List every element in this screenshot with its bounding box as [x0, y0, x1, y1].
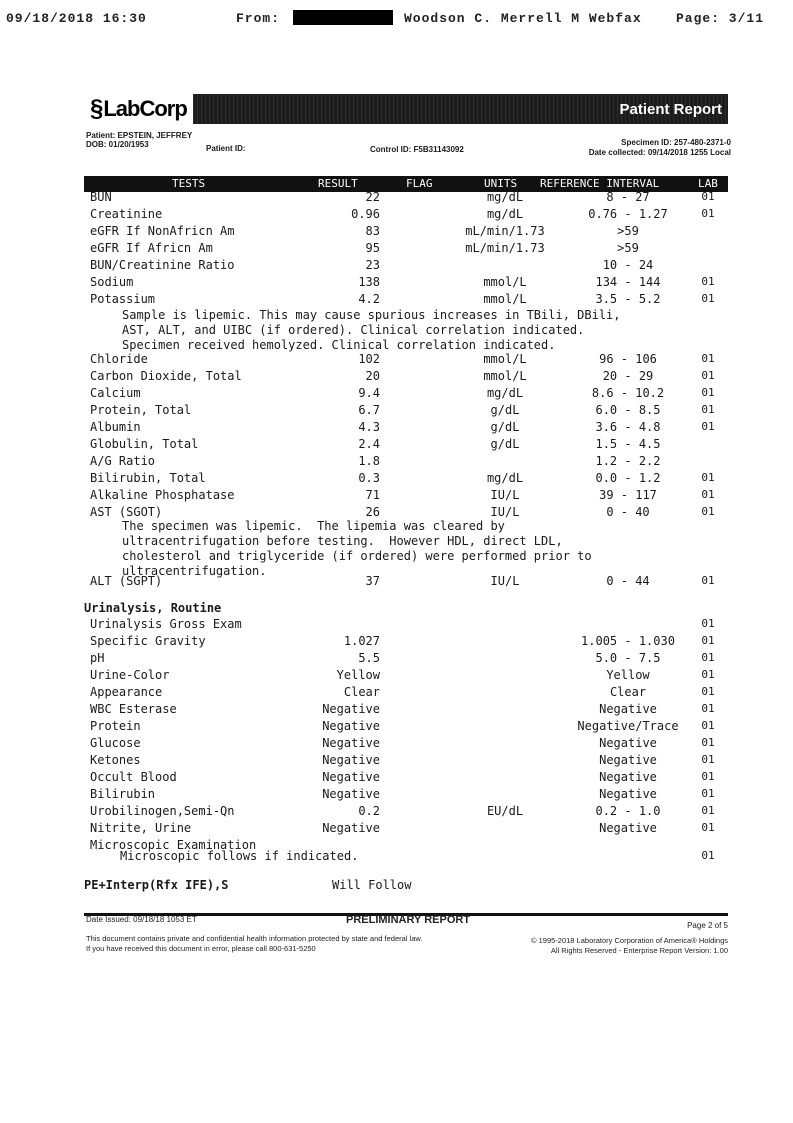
table-row [0, 437, 793, 454]
test-result: Negative [322, 753, 380, 767]
test-reference: 1.2 - 2.2 [595, 454, 661, 468]
table-row [0, 454, 793, 471]
test-reference: >59 [617, 241, 639, 255]
pe-interp-name: PE+Interp(Rfx IFE),S [84, 878, 229, 892]
fax-sender: Woodson C. Merrell M Webfax [404, 11, 642, 26]
microscopic-note: Microscopic follows if indicated. [120, 849, 359, 863]
table-row [0, 403, 793, 420]
test-reference: 0.76 - 1.27 [588, 207, 668, 221]
test-reference: Yellow [606, 668, 650, 682]
test-reference: Negative [599, 821, 657, 835]
test-lab: 01 [701, 488, 715, 501]
test-name: Microscopic Examination [90, 838, 257, 852]
test-lab: 01 [701, 787, 715, 800]
ast-comment: The specimen was lipemic. The lipemia was cleared by ultracentrifugation before testing. However HDL, direct LDL, cholesterol and triglyceride (if ordered) were performed prior to ultracentrifugation. [122, 519, 592, 578]
test-units: EU/dL [486, 804, 524, 818]
test-reference: 0 - 40 [606, 505, 650, 519]
test-result: 138 [358, 275, 380, 289]
test-lab: 01 [701, 770, 715, 783]
test-units: g/dL [490, 437, 520, 451]
table-row [0, 719, 793, 736]
test-name: BUN [90, 190, 112, 204]
labcorp-logo [86, 94, 193, 124]
table-row [0, 651, 793, 668]
table-row [0, 420, 793, 437]
date-issued: Date Issued: 09/18/18 1053 ET [86, 915, 197, 924]
test-result: 26 [365, 505, 380, 519]
test-lab: 01 [701, 821, 715, 834]
report-banner [86, 94, 728, 124]
test-name: Urobilinogen,Semi-Qn [90, 804, 235, 818]
test-lab: 01 [701, 352, 715, 365]
test-result: 2.4 [358, 437, 380, 451]
preliminary-report: PRELIMINARY REPORT [346, 914, 471, 926]
urinalysis-section-title: Urinalysis, Routine [84, 601, 222, 615]
rights-line: All Rights Reserved - Enterprise Report Version: 1.00 [550, 946, 728, 955]
test-name: Globulin, Total [90, 437, 199, 451]
test-name: Specific Gravity [90, 634, 206, 648]
test-name: WBC Esterase [90, 702, 177, 716]
test-reference: 0.0 - 1.2 [595, 471, 661, 485]
table-row [0, 292, 793, 309]
labcorp-mark-icon: § [90, 95, 103, 122]
patient-dob: DOB: 01/20/1953 [86, 140, 149, 149]
test-result: Negative [322, 719, 380, 733]
table-row [0, 207, 793, 224]
test-name: Urine-Color [90, 668, 170, 682]
test-units: mmol/L [483, 275, 527, 289]
test-units: mmol/L [483, 352, 527, 366]
table-row [0, 787, 793, 804]
patient-id-label: Patient ID: [206, 144, 246, 153]
table-row [0, 488, 793, 505]
table-row [0, 190, 793, 207]
test-name: BUN/Creatinine Ratio [90, 258, 235, 272]
table-row [0, 736, 793, 753]
test-name: Calcium [90, 386, 141, 400]
col-lab: LAB [698, 177, 718, 190]
test-name: Nitrite, Urine [90, 821, 192, 835]
test-name: A/G Ratio [90, 454, 156, 468]
test-reference: 6.0 - 8.5 [595, 403, 661, 417]
test-units: mmol/L [483, 292, 527, 306]
test-lab: 01 [701, 190, 715, 203]
table-row [0, 753, 793, 770]
test-result: 6.7 [358, 403, 380, 417]
test-result: Negative [322, 702, 380, 716]
patient-name: Patient: EPSTEIN, JEFFREY [86, 131, 193, 140]
col-units: UNITS [484, 177, 518, 190]
test-result: 102 [358, 352, 380, 366]
test-units: mg/dL [486, 386, 524, 400]
test-lab: 01 [701, 719, 715, 732]
test-reference: Clear [609, 685, 647, 699]
test-result: 5.5 [358, 651, 380, 665]
table-row [0, 668, 793, 685]
test-result: 20 [365, 369, 380, 383]
fax-page: Page: 3/11 [676, 11, 765, 26]
test-result: 0.3 [358, 471, 380, 485]
test-result: 0.96 [351, 207, 380, 221]
test-result: 4.2 [358, 292, 380, 306]
test-name: Chloride [90, 352, 148, 366]
test-lab: 01 [701, 386, 715, 399]
test-reference: 8.6 - 10.2 [591, 386, 665, 400]
col-reference: REFERENCE INTERVAL [540, 177, 660, 190]
confidential-line-1: This document contains private and confidential health information protected by state and federal law. [86, 934, 423, 943]
test-name: Glucose [90, 736, 141, 750]
test-reference: 3.6 - 4.8 [595, 420, 661, 434]
table-row [0, 275, 793, 292]
test-name: Appearance [90, 685, 163, 699]
test-lab: 01 [701, 292, 715, 305]
logo-text: LabCorp [103, 96, 187, 121]
test-units: mL/min/1.73 [465, 241, 545, 255]
test-name: Creatinine [90, 207, 163, 221]
test-units: IU/L [490, 505, 520, 519]
test-name: Protein [90, 719, 141, 733]
test-units: mL/min/1.73 [465, 224, 545, 238]
date-collected: Date collected: 09/14/2018 1255 Local [588, 148, 731, 157]
test-reference: 20 - 29 [602, 369, 654, 383]
test-result: 9.4 [358, 386, 380, 400]
test-name: AST (SGOT) [90, 505, 163, 519]
test-units: mg/dL [486, 190, 524, 204]
test-reference: Negative [599, 702, 657, 716]
test-units: g/dL [490, 420, 520, 434]
test-reference: Negative [599, 787, 657, 801]
potassium-comment: Sample is lipemic. This may cause spurious increases in TBili, DBili, AST, ALT, and UIBC (if ordered). Clinical correlation indicated. Specimen received hemolyzed. Clinical correlation indicated. [122, 308, 621, 352]
test-name: ALT (SGPT) [90, 574, 163, 588]
table-row [0, 821, 793, 838]
test-lab: 01 [701, 471, 715, 484]
test-result: 23 [365, 258, 380, 272]
col-tests: TESTS [172, 177, 206, 190]
test-lab: 01 [701, 634, 715, 647]
specimen-id: Specimen ID: 257-480-2371-0 [621, 138, 731, 147]
test-result: 4.3 [358, 420, 380, 434]
test-reference: Negative/Trace [577, 719, 679, 733]
test-result: 71 [365, 488, 380, 502]
test-name: Albumin [90, 420, 141, 434]
test-units: mmol/L [483, 369, 527, 383]
test-reference: 3.5 - 5.2 [595, 292, 661, 306]
test-reference: Negative [599, 770, 657, 784]
test-result: 22 [365, 190, 380, 204]
table-row [0, 685, 793, 702]
test-reference: 5.0 - 7.5 [595, 651, 661, 665]
test-units: IU/L [490, 488, 520, 502]
table-row [0, 386, 793, 403]
test-result: 37 [365, 574, 380, 588]
test-result: 0.2 [358, 804, 380, 818]
copyright: © 1995-2018 Laboratory Corporation of America® Holdings [531, 936, 728, 945]
pe-interp-row [0, 878, 793, 895]
test-result: 1.8 [358, 454, 380, 468]
table-row [0, 804, 793, 821]
table-row [0, 241, 793, 258]
table-row [0, 770, 793, 787]
confidential-line-2: If you have received this document in error, please call 800-631-5250 [86, 944, 316, 953]
test-lab: 01 [701, 275, 715, 288]
table-row [0, 634, 793, 651]
test-lab: 01 [701, 403, 715, 416]
test-reference: 8 - 27 [606, 190, 650, 204]
test-name: Potassium [90, 292, 156, 306]
test-result: 95 [365, 241, 380, 255]
microscopic-lab: 01 [701, 849, 715, 862]
test-lab: 01 [701, 617, 715, 630]
test-name: Bilirubin, Total [90, 471, 206, 485]
fax-header [6, 8, 786, 28]
test-lab: 01 [701, 804, 715, 817]
test-name: Urinalysis Gross Exam [90, 617, 242, 631]
test-reference: 0.2 - 1.0 [595, 804, 661, 818]
test-result: Negative [322, 787, 380, 801]
col-result: RESULT [318, 177, 358, 190]
microscopic-note-row [0, 849, 793, 866]
fax-from-label: From: [236, 11, 281, 26]
test-result: 83 [365, 224, 380, 238]
test-lab: 01 [701, 668, 715, 681]
test-name: eGFR If NonAfricn Am [90, 224, 235, 238]
table-row [0, 702, 793, 719]
test-name: Carbon Dioxide, Total [90, 369, 242, 383]
control-id: Control ID: F5B31143092 [370, 145, 464, 154]
test-reference: 10 - 24 [602, 258, 654, 272]
test-lab: 01 [701, 753, 715, 766]
fax-datetime: 09/18/2018 16:30 [6, 11, 147, 26]
table-row [0, 617, 793, 634]
test-result: Negative [322, 736, 380, 750]
test-name: Alkaline Phosphatase [90, 488, 235, 502]
test-name: eGFR If Africn Am [90, 241, 213, 255]
test-name: Protein, Total [90, 403, 192, 417]
test-units: g/dL [490, 403, 520, 417]
redaction-block [293, 10, 393, 25]
test-reference: 1.5 - 4.5 [595, 437, 661, 451]
test-reference: Negative [599, 753, 657, 767]
test-reference: >59 [617, 224, 639, 238]
test-reference: 1.005 - 1.030 [581, 634, 675, 648]
pe-interp-status: Will Follow [332, 878, 412, 892]
col-flag: FLAG [406, 177, 433, 190]
test-units: mg/dL [486, 471, 524, 485]
table-row [0, 258, 793, 275]
test-result: Negative [322, 821, 380, 835]
test-lab: 01 [701, 574, 715, 587]
test-reference: 0 - 44 [606, 574, 650, 588]
test-reference: 96 - 106 [599, 352, 657, 366]
test-reference: 134 - 144 [595, 275, 661, 289]
footer-page: Page 2 of 5 [687, 921, 728, 930]
test-result: Negative [322, 770, 380, 784]
test-reference: 39 - 117 [599, 488, 657, 502]
test-lab: 01 [701, 702, 715, 715]
table-row [0, 369, 793, 386]
test-lab: 01 [701, 505, 715, 518]
test-name: Bilirubin [90, 787, 156, 801]
test-lab: 01 [701, 420, 715, 433]
report-title: Patient Report [619, 101, 722, 118]
table-row [0, 224, 793, 241]
table-row [0, 471, 793, 488]
test-lab: 01 [701, 369, 715, 382]
test-lab: 01 [701, 207, 715, 220]
test-units: mg/dL [486, 207, 524, 221]
test-name: Sodium [90, 275, 134, 289]
test-name: pH [90, 651, 105, 665]
test-lab: 01 [701, 736, 715, 749]
table-row [0, 352, 793, 369]
test-result: Yellow [336, 668, 380, 682]
test-lab: 01 [701, 651, 715, 664]
test-units: IU/L [490, 574, 520, 588]
test-result: Clear [343, 685, 380, 699]
test-reference: Negative [599, 736, 657, 750]
test-name: Ketones [90, 753, 141, 767]
test-lab: 01 [701, 685, 715, 698]
test-name: Occult Blood [90, 770, 177, 784]
test-result: 1.027 [343, 634, 380, 648]
